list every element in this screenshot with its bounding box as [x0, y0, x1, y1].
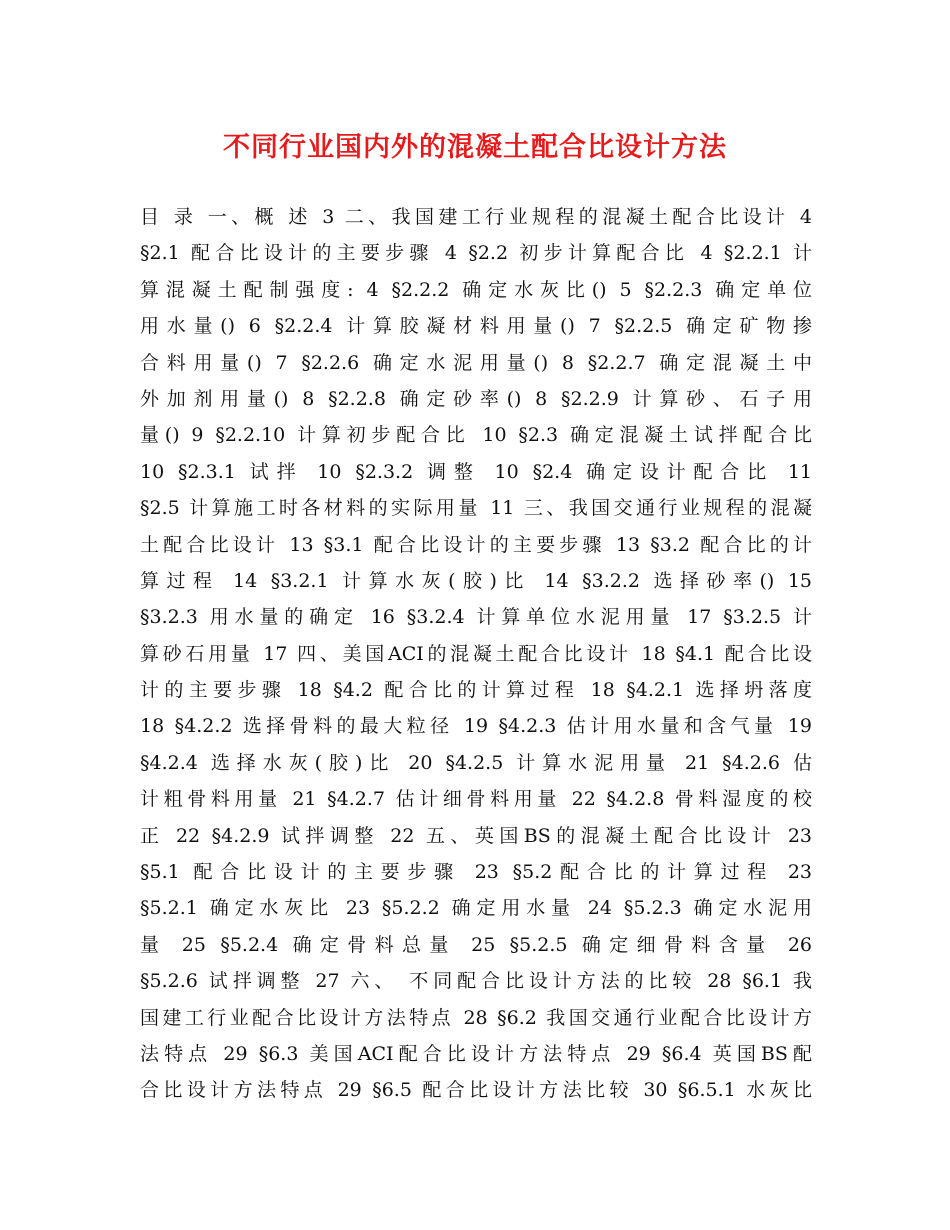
toc-line: 18 §4.2.2 选择骨料的最大粒径 19 §4.2.3 估计用水量和含气量 19 — [140, 715, 812, 738]
toc-line: §5.2.1 确定水灰比 23 §5.2.2 确定用水量 24 §5.2.3 确定水泥用 — [140, 897, 812, 920]
toc-line: 量 25 §5.2.4 确定骨料总量 25 §5.2.5 确定细骨料含量 26 — [140, 933, 812, 956]
toc-line: §2.5 计算施工时各材料的实际用量 11 三、我国交通行业规程的混凝 — [140, 497, 812, 520]
toc-line: 合料用量() 7 §2.2.6 确定水泥用量() 8 §2.2.7 确定混凝土中 — [140, 351, 812, 374]
page-title: 不同行业国内外的混凝土配合比设计方法 — [223, 132, 727, 163]
toc-line: 正 22 §4.2.9 试拌调整 22 五、英国BS的混凝土配合比设计 23 — [140, 824, 812, 847]
toc-line: 算砂石用量 17 四、美国ACI的混凝土配合比设计 18 §4.1 配合比设 — [140, 642, 812, 665]
toc-line: 国建工行业配合比设计方法特点 28 §6.2 我国交通行业配合比设计方 — [140, 1006, 812, 1029]
toc-line: 外加剂用量() 8 §2.2.8 确定砂率() 8 §2.2.9 计算砂、石子用 — [140, 387, 812, 410]
toc-line: §3.2.3 用水量的确定 16 §3.2.4 计算单位水泥用量 17 §3.2.5 计 — [140, 606, 812, 629]
toc-line: 合比设计方法特点 29 §6.5 配合比设计方法比较 30 §6.5.1 水灰比 — [140, 1079, 812, 1102]
toc-line: 用水量() 6 §2.2.4 计算胶凝材料用量() 7 §2.2.5 确定矿物掺 — [140, 315, 812, 338]
toc-line: 法特点 29 §6.3 美国ACI配合比设计方法特点 29 §6.4 英国BS配 — [140, 1042, 812, 1065]
toc-line: 10 §2.3.1 试拌 10 §2.3.2 调整 10 §2.4 确定设计配合比 11 — [140, 460, 812, 483]
toc-line: 算混凝土配制强度: 4 §2.2.2 确定水灰比() 5 §2.2.3 确定单位 — [140, 278, 812, 301]
toc-line: 算过程 14 §3.2.1 计算水灰(胶)比 14 §3.2.2 选择砂率() 15 — [140, 569, 812, 592]
toc-line: §5.1 配合比设计的主要步骤 23 §5.2配合比的计算过程 23 — [140, 861, 812, 884]
toc-line: 量() 9 §2.2.10 计算初步配合比 10 §2.3 确定混凝土试拌配合比 — [140, 424, 812, 447]
toc-line: §5.2.6 试拌调整 27 六、 不同配合比设计方法的比较 28 §6.1 我 — [140, 970, 812, 993]
toc-line: 目 录 一、概 述 3 二、我国建工行业规程的混凝土配合比设计 4 — [140, 206, 812, 228]
toc-line: 计粗骨料用量 21 §4.2.7 估计细骨料用量 22 §4.2.8 骨料湿度的校 — [140, 788, 812, 811]
toc-line: §4.2.4 选择水灰(胶)比 20 §4.2.5 计算水泥用量 21 §4.2.6 估 — [140, 751, 812, 774]
toc-line: 计的主要步骤 18 §4.2 配合比的计算过程 18 §4.2.1 选择坍落度 — [140, 679, 812, 702]
table-of-contents — [140, 199, 812, 1109]
toc-line: 土配合比设计 13 §3.1 配合比设计的主要步骤 13 §3.2 配合比的计 — [140, 533, 812, 556]
toc-line: §2.1 配合比设计的主要步骤 4 §2.2 初步计算配合比 4 §2.2.1 计 — [140, 242, 812, 265]
